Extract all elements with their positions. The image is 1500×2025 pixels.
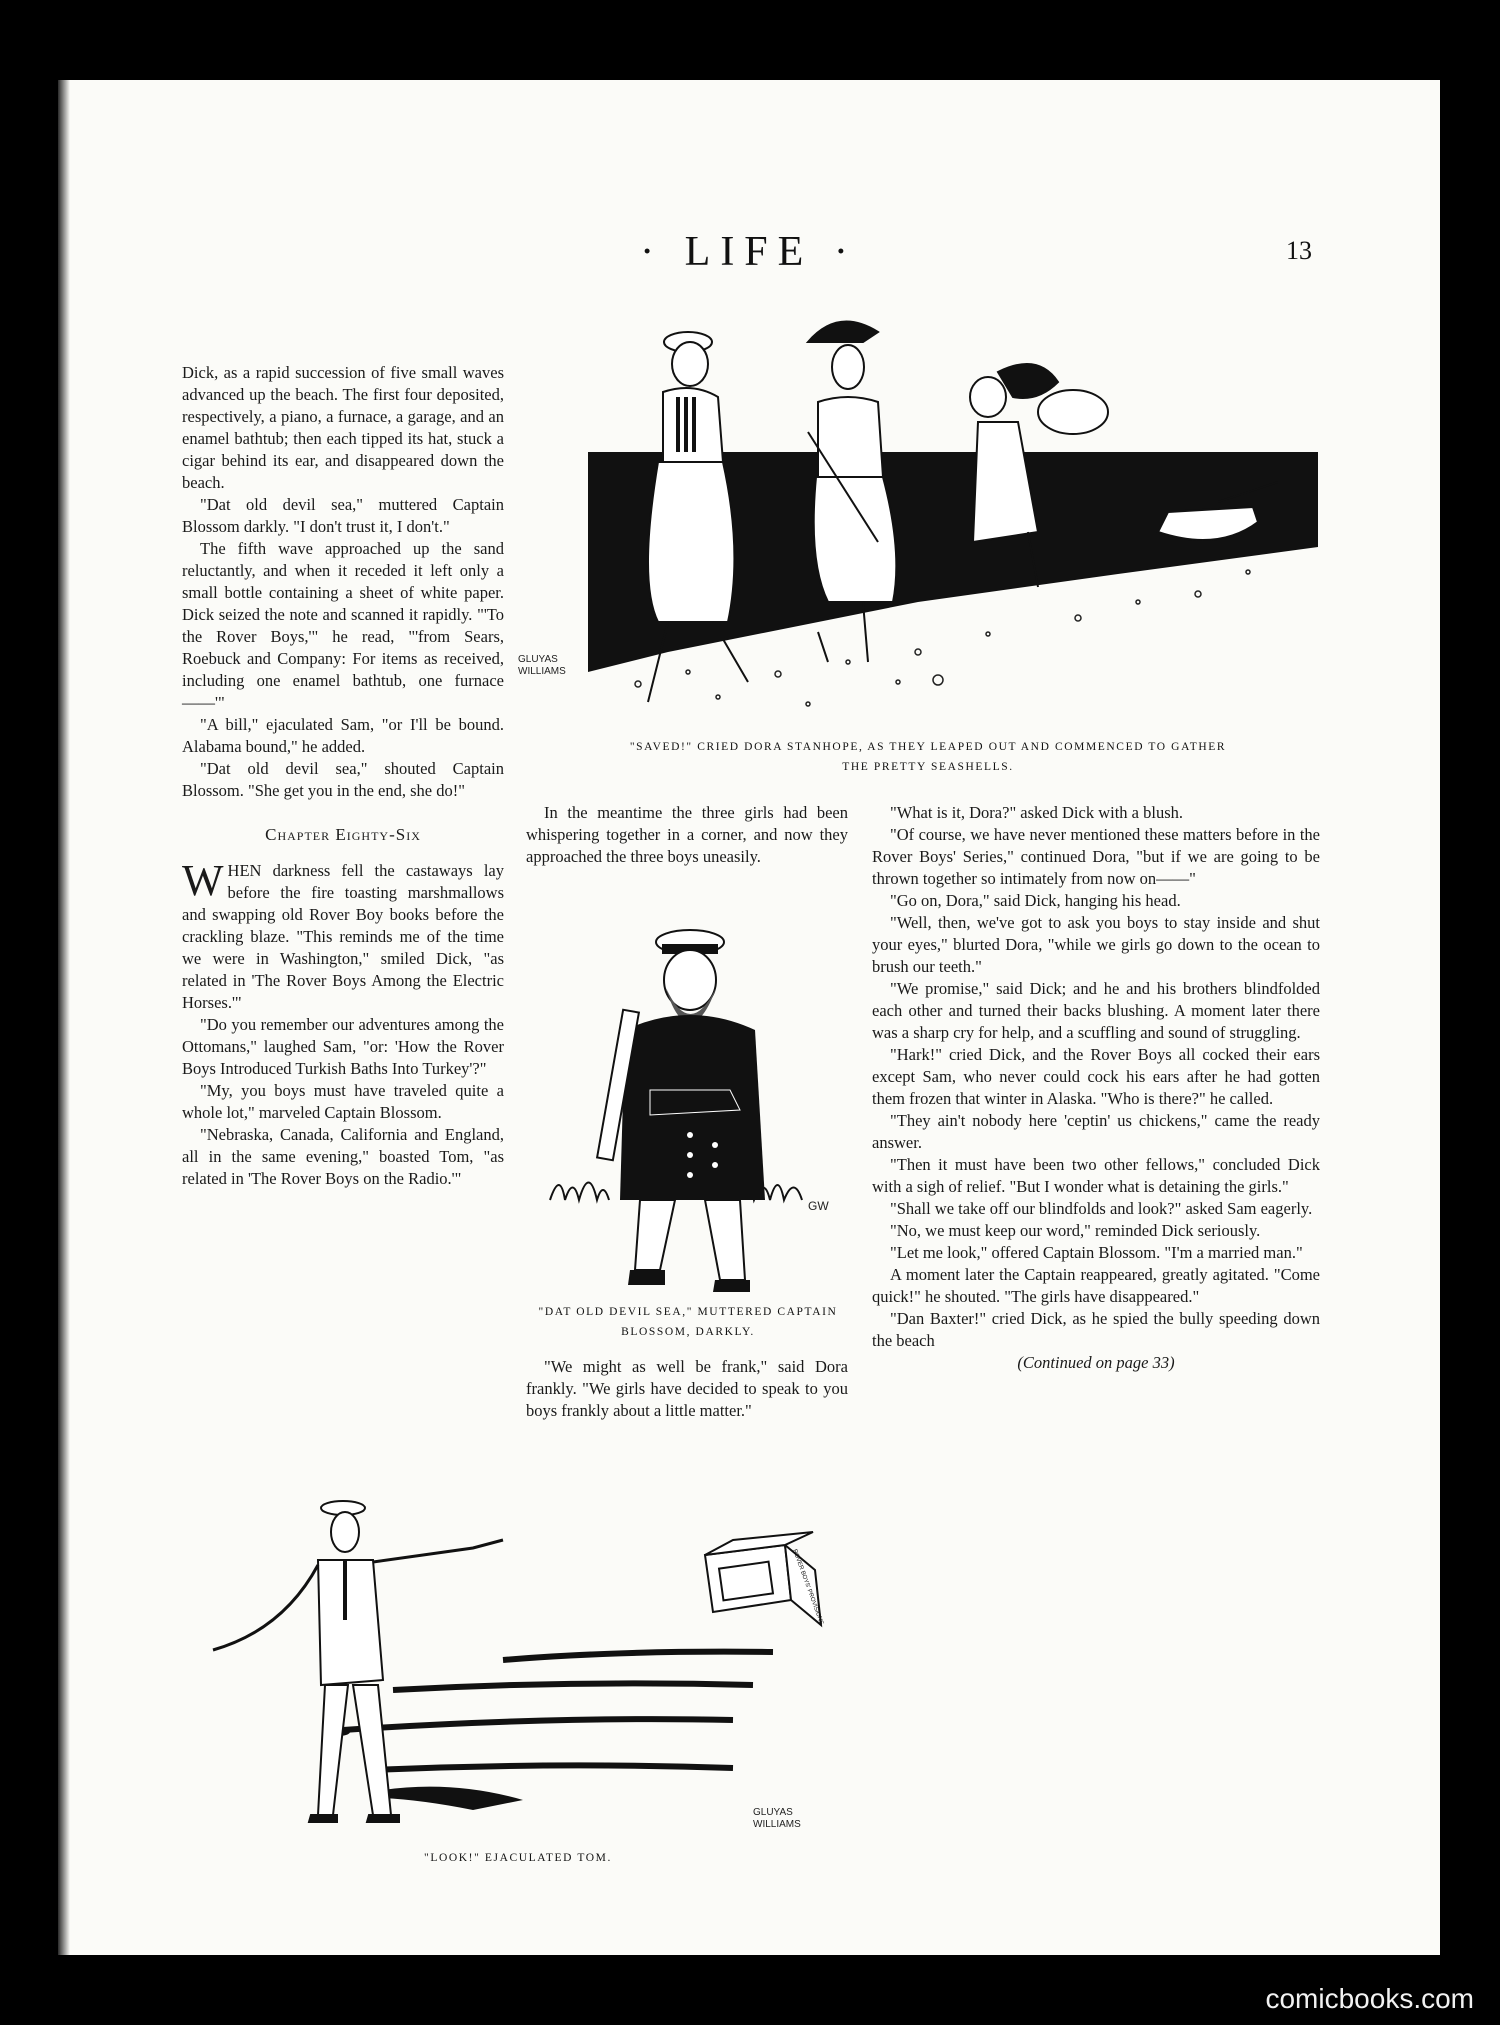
paragraph: A moment later the Captain reappeared, greatly agitated. "Come quick!" he shouted. "The girls have disappeared.": [872, 1265, 1320, 1306]
beach-girls-illustration: [518, 302, 1338, 722]
paragraph: The fifth wave approached up the sand reluctantly, and when it receded it left only a small bottle containing a sheet of white paper. Dick seized the note and scanned it rapidly. "'To the Rover Boys,'" he read, "'from Sears, Roebuck and Company: For items as received, including one enamel bathtub, one furnace——'": [182, 539, 504, 712]
paragraph: "Well, then, we've got to ask you boys to stay inside and shut your eyes," blurted Dora, "while we girls go down to the ocean to brush our teeth.": [872, 913, 1320, 976]
paragraph: "What is it, Dora?" asked Dick with a blush.: [890, 803, 1183, 822]
paragraph: "Of course, we have never mentioned these matters before in the Rover Boys' Series," continued Dora, "but if we are going to be thrown together so intimately from now on——": [872, 825, 1320, 888]
middle-column-continued: [526, 1356, 848, 1422]
paragraph: "They ain't nobody here 'ceptin' us chickens," came the ready answer.: [872, 1111, 1320, 1152]
drop-cap: W: [182, 856, 224, 905]
svg-text:GW: GW: [808, 1199, 829, 1213]
svg-text:WILLIAMS: WILLIAMS: [753, 1819, 801, 1830]
paragraph: "Then it must have been two other fellows," concluded Dick with a sigh of relief. "But I wonder what is detaining the girls.": [872, 1155, 1320, 1196]
paragraph: "Hark!" cried Dick, and the Rover Boys all cocked their ears except Sam, who never could cock his ears after he had gotten them frozen that winter in Alaska. "Who is there?" he called.: [872, 1045, 1320, 1108]
magazine-page: [58, 80, 1440, 1955]
paragraph: Dick, as a rapid succession of five small waves advanced up the beach. The first four deposited, respectively, a piano, a furnace, a garage, and an enamel bathtub; then each tipped its hat, stuck a cigar behind its ear, and disappeared down the beach.: [182, 363, 504, 492]
bottom-illustration-caption: "LOOK!" EJACULATED TOM.: [424, 1852, 612, 1864]
paragraph: "Dan Baxter!" cried Dick, as he spied the bully speeding down the beach: [872, 1309, 1320, 1350]
paragraph: In the meantime the three girls had been whispering together in a corner, and now they approached the three boys uneasily.: [526, 803, 848, 866]
paragraph: "No, we must keep our word," reminded Dick seriously.: [890, 1221, 1261, 1240]
svg-text:GLUYAS: GLUYAS: [753, 1807, 793, 1818]
paragraph: "Let me look," offered Captain Blossom. "I'm a married man.": [890, 1243, 1303, 1262]
continued-note: (Continued on page 33): [1017, 1353, 1175, 1372]
paragraph: "Nebraska, Canada, California and England, all in the same evening," boasted Tom, "as related in 'The Rover Boys on the Radio.'": [182, 1125, 504, 1188]
paragraph: "Go on, Dora," said Dick, hanging his head.: [890, 891, 1181, 910]
paragraph: "Do you remember our adventures among the Ottomans," laughed Sam, "or: 'How the Rover Boys Introduced Turkish Baths Into Turkey'?": [182, 1015, 504, 1078]
masthead: · LIFE ·: [640, 229, 858, 275]
paragraph: "We promise," said Dick; and he and his brothers blindfolded each other and turned their backs blushing. A moment later there was a sharp cry for help, and a scuffling and sound of struggling.: [872, 979, 1320, 1042]
binding-shadow: [58, 80, 70, 1955]
chapter-heading: Chapter Eighty-Six: [265, 825, 421, 844]
paragraph: "Dat old devil sea," muttered Captain Blossom darkly. "I don't trust it, I don't.": [182, 495, 504, 536]
tom-pointing-illustration: [173, 1480, 863, 1870]
right-column: [872, 802, 1320, 1374]
captain-illustration: [540, 900, 850, 1300]
middle-column: [526, 802, 848, 868]
svg-text:GLUYAS: GLUYAS: [518, 654, 558, 665]
chapter-opening-paragraph: WHEN darkness fell the castaways lay before the fire toasting marshmallows and swapping old Rover Boy books before the crackling blaze. "This reminds me of the time we were in Washington," smiled Dick, "as related in 'The Rover Boys Among the Electric Horses.'": [182, 856, 504, 1012]
middle-illustration-caption: "DAT OLD DEVIL SEA," MUTTERED CAPTAIN BLOSSOM, DARKLY.: [538, 1306, 838, 1338]
crate-label: ROVER BOYS' PROVISIONS: [791, 1548, 825, 1626]
left-column: [182, 362, 504, 1190]
svg-text:WILLIAMS: WILLIAMS: [518, 666, 566, 677]
paragraph: "A bill," ejaculated Sam, "or I'll be bound. Alabama bound," he added.: [182, 715, 504, 756]
paragraph: "We might as well be frank," said Dora frankly. "We girls have decided to speak to you boys frankly about a little matter.": [526, 1357, 848, 1420]
page-number: 13: [1286, 236, 1312, 265]
top-illustration-caption: "SAVED!" CRIED DORA STANHOPE, AS THEY LEAPED OUT AND COMMENCED TO GATHER THE PRETTY SEASHELLS.: [629, 741, 1227, 773]
site-watermark: comicbooks.com: [1265, 1983, 1474, 2014]
paragraph: "My, you boys must have traveled quite a whole lot," marveled Captain Blossom.: [182, 1081, 504, 1122]
paragraph: "Dat old devil sea," shouted Captain Blossom. "She get you in the end, she do!": [182, 759, 504, 800]
paragraph: "Shall we take off our blindfolds and look?" asked Sam eagerly.: [890, 1199, 1313, 1218]
